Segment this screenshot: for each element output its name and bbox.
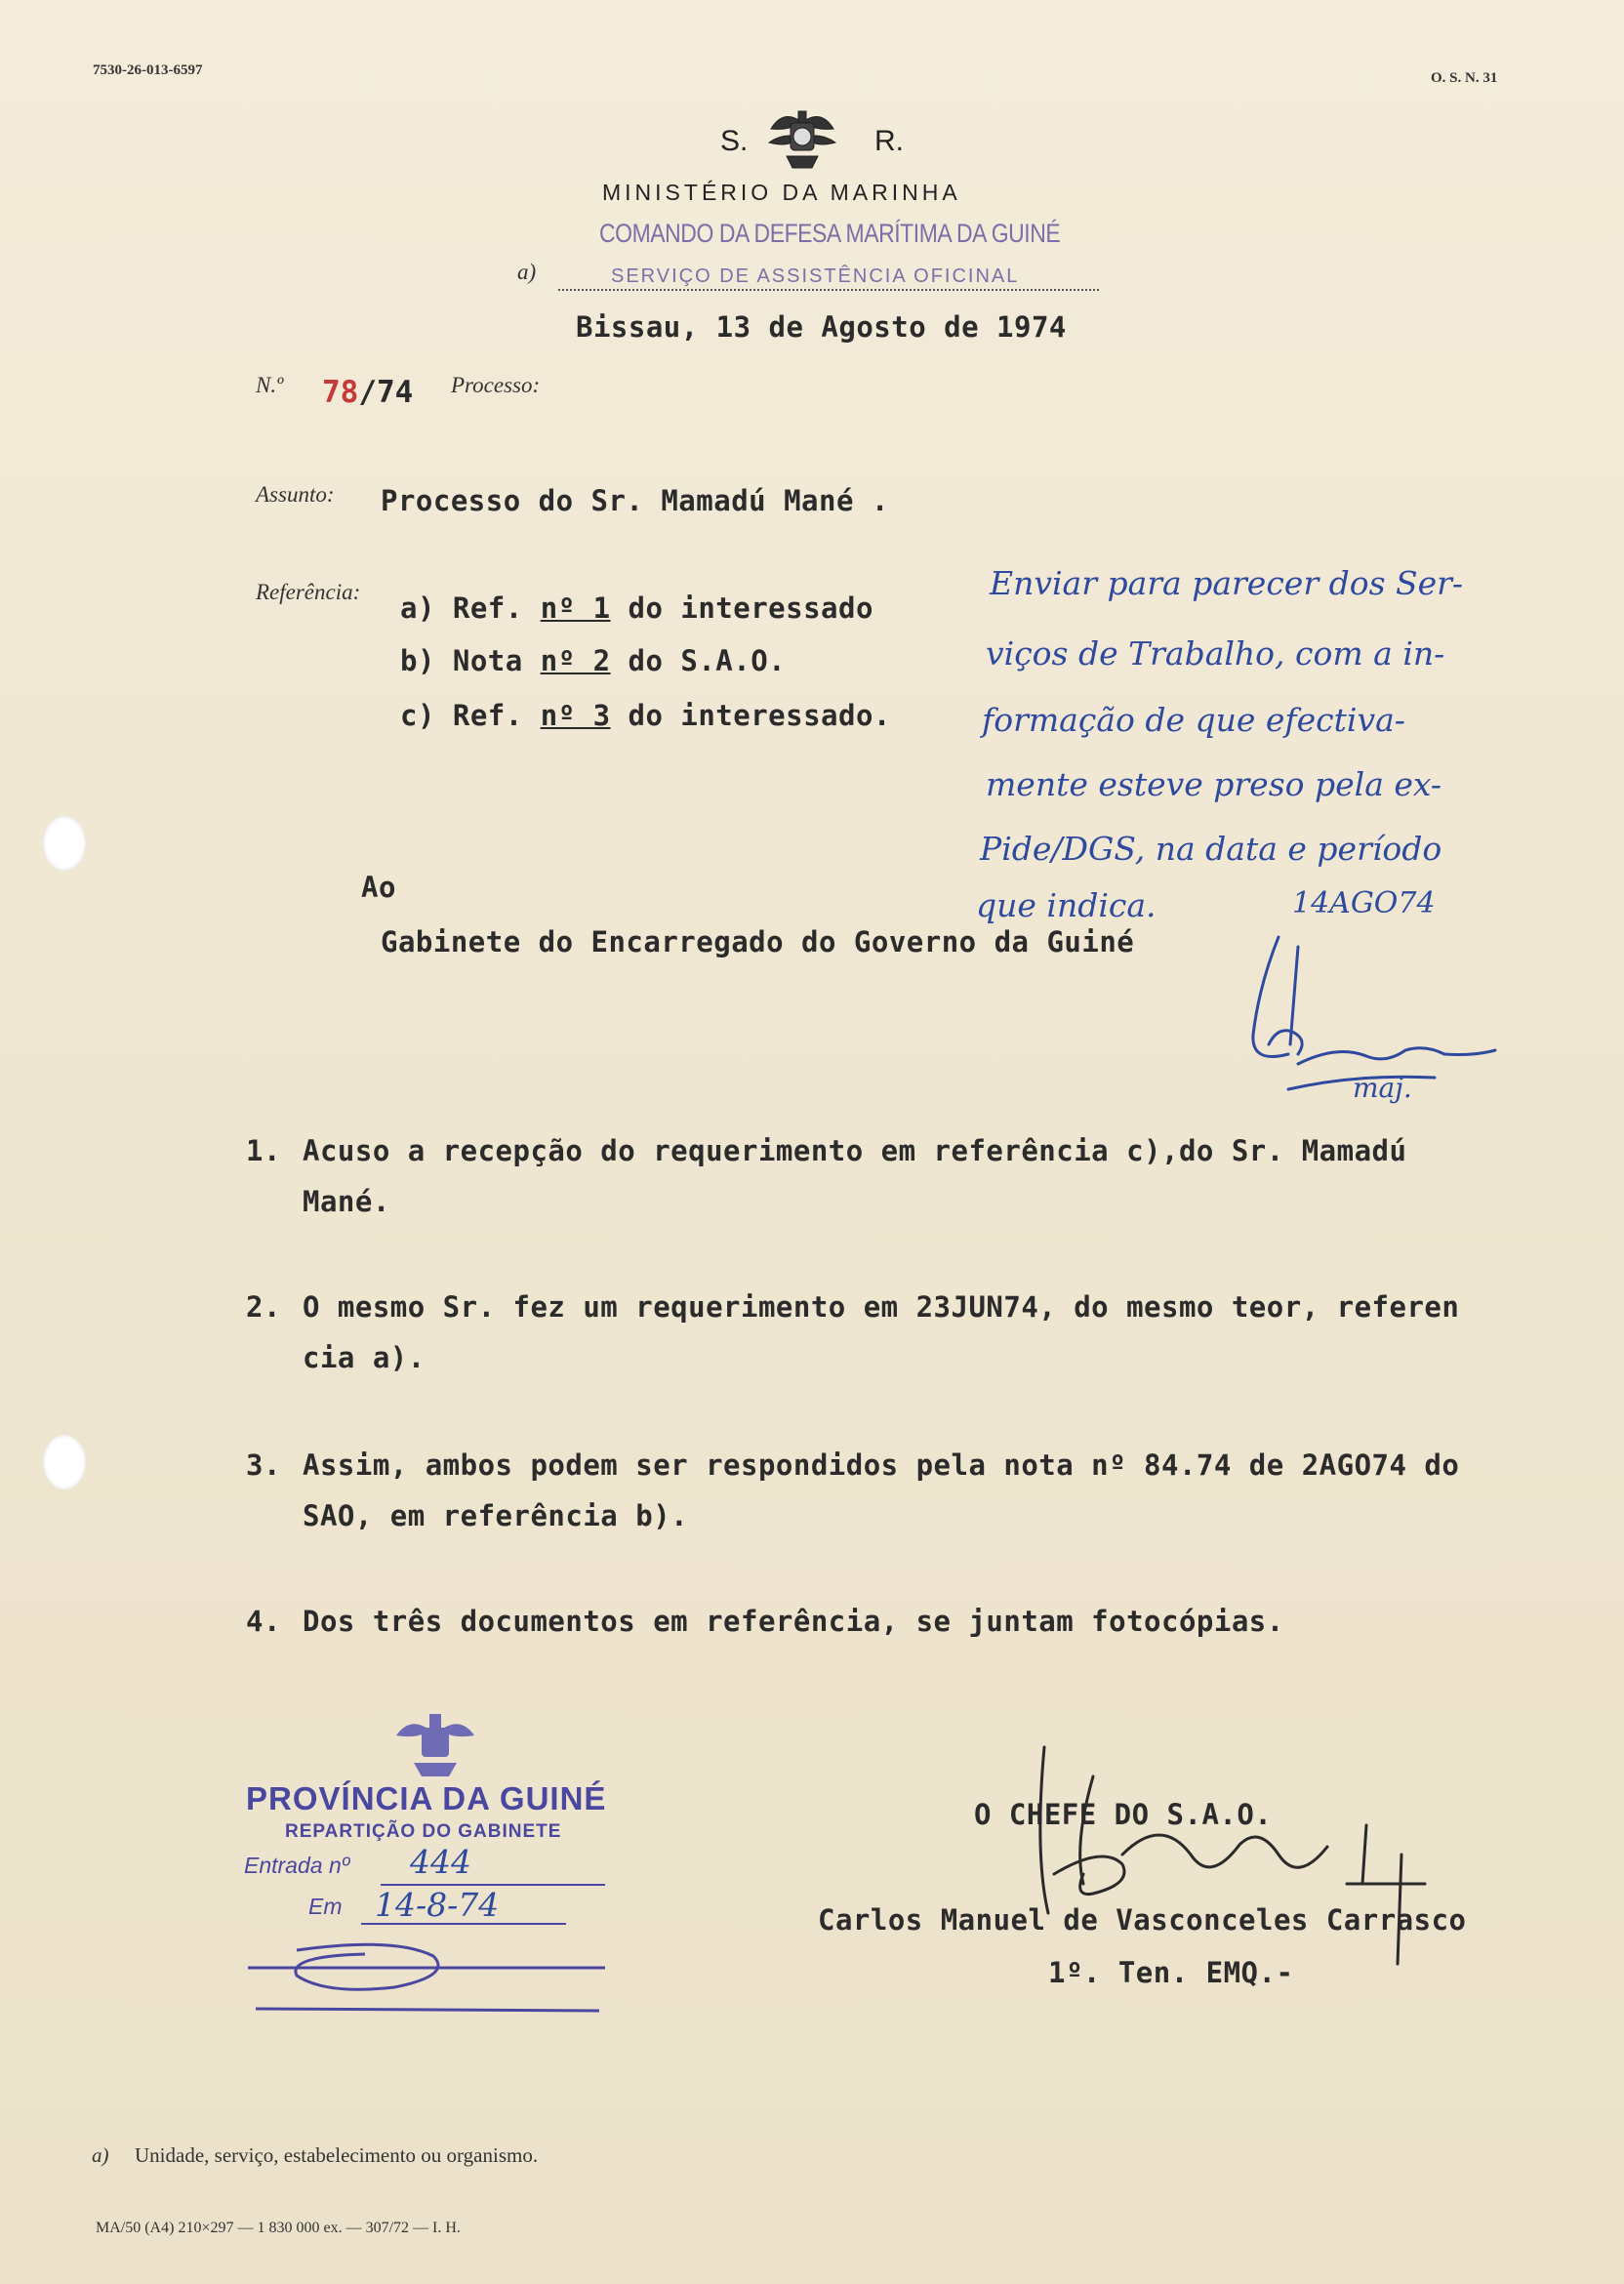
province-stamp-title: PROVÍNCIA DA GUINÉ [246,1780,607,1816]
paragraph-number: 1. [246,1134,281,1167]
service-dotted-line [558,289,1099,291]
signature-title: O CHEFE DO S.A.O. [974,1798,1273,1831]
header-s: S. [720,125,749,157]
referencia-number: nº 1 [540,591,611,625]
referencia-marker: c) Ref. [400,699,523,732]
em-label: Em [308,1894,343,1919]
header-r: R. [874,125,904,157]
paragraph-line: Assim, ambos podem ser respondidos pela nota nº 84.74 de 2AGO74 do [303,1448,1460,1482]
document-number-year: /74 [358,375,414,410]
addressee-ao: Ao [361,871,396,904]
paragraph-line: Dos três documentos em referência, se juntam fotocópias. [303,1605,1284,1638]
footnote-text: Unidade, serviço, estabelecimento ou organismo. [135,2143,539,2167]
paragraph-number: 4. [246,1605,281,1638]
handwritten-note-line: formação de que efectiva- [982,701,1405,739]
signatory-rank: 1º. Ten. EMQ.- [1048,1956,1294,1989]
document-number-red: 78 [322,375,359,410]
paragraph-line: SAO, em referência b). [303,1499,689,1532]
number-label: N.º [256,373,284,397]
command-stamp: COMANDO DA DEFESA MARÍTIMA DA GUINÉ [599,219,1061,248]
punch-hole [43,816,86,871]
footnote-marker: a) [92,2143,109,2167]
form-number: O. S. N. 31 [1431,70,1498,86]
place-date: Bissau, 13 de Agosto de 1974 [576,310,1067,344]
referencia-label: Referência: [256,580,361,604]
entrada-value: 444 [410,1843,471,1881]
printer-line: MA/50 (A4) 210×297 — 1 830 000 ex. — 307/72 — I. H. [96,2220,461,2236]
punch-hole [43,1435,86,1489]
referencia-rest: do S.A.O. [628,644,787,677]
referencia-rest: do interessado. [628,699,891,732]
processo-label: Processo: [451,373,541,397]
coat-of-arms-icon [763,100,841,178]
ministry-title: MINISTÉRIO DA MARINHA [602,180,961,205]
a-marker: a) [517,260,537,284]
referencia-number: nº 2 [540,644,611,677]
paragraph-number: 2. [246,1290,281,1324]
service-stamp: SERVIÇO DE ASSISTÊNCIA OFICINAL [611,265,1020,287]
province-stamp-subtitle: REPARTIÇÃO DO GABINETE [285,1821,562,1842]
referencia-item [400,644,786,677]
em-value: 14-8-74 [375,1886,500,1924]
form-code: 7530-26-013-6597 [93,62,203,78]
referencia-item [400,591,873,625]
handwritten-note-line: Enviar para parecer dos Ser- [990,564,1464,602]
assunto-label: Assunto: [256,482,335,507]
paragraph-number: 3. [246,1448,281,1482]
handwritten-date: 14AGO74 [1292,886,1436,920]
entrada-label: Entrada nº [244,1853,350,1878]
province-stamp-flourish [248,1937,619,2015]
signatory-name: Carlos Manuel de Vasconceles Carrasco [818,1903,1467,1937]
document-number [322,375,413,410]
paragraph-line: O mesmo Sr. fez um requerimento em 23JUN74, do mesmo teor, referen [303,1290,1460,1324]
province-coat-of-arms-icon [388,1706,482,1780]
referencia-marker: a) Ref. [400,591,523,625]
handwritten-note-line: viços de Trabalho, com a in- [986,634,1445,673]
paragraph-line: cia a). [303,1341,426,1374]
handwritten-note-line: que indica. [976,886,1157,924]
paragraph-line: Acuso a recepção do requerimento em referência c),do Sr. Mamadú [303,1134,1407,1167]
addressee-name: Gabinete do Encarregado do Governo da Guiné [381,925,1135,958]
referencia-item [400,699,891,732]
paragraph-line: Mané. [303,1185,390,1218]
referencia-marker: b) Nota [400,644,523,677]
referencia-rest: do interessado [628,591,873,625]
assunto-text: Processo do Sr. Mamadú Mané . [381,484,889,517]
handwritten-note-line: Pide/DGS, na data e período [980,830,1442,868]
referencia-number: nº 3 [540,699,611,732]
handwritten-note-line: mente esteve preso pela ex- [986,765,1442,803]
handwritten-abbrev: maj. [1353,1072,1412,1104]
